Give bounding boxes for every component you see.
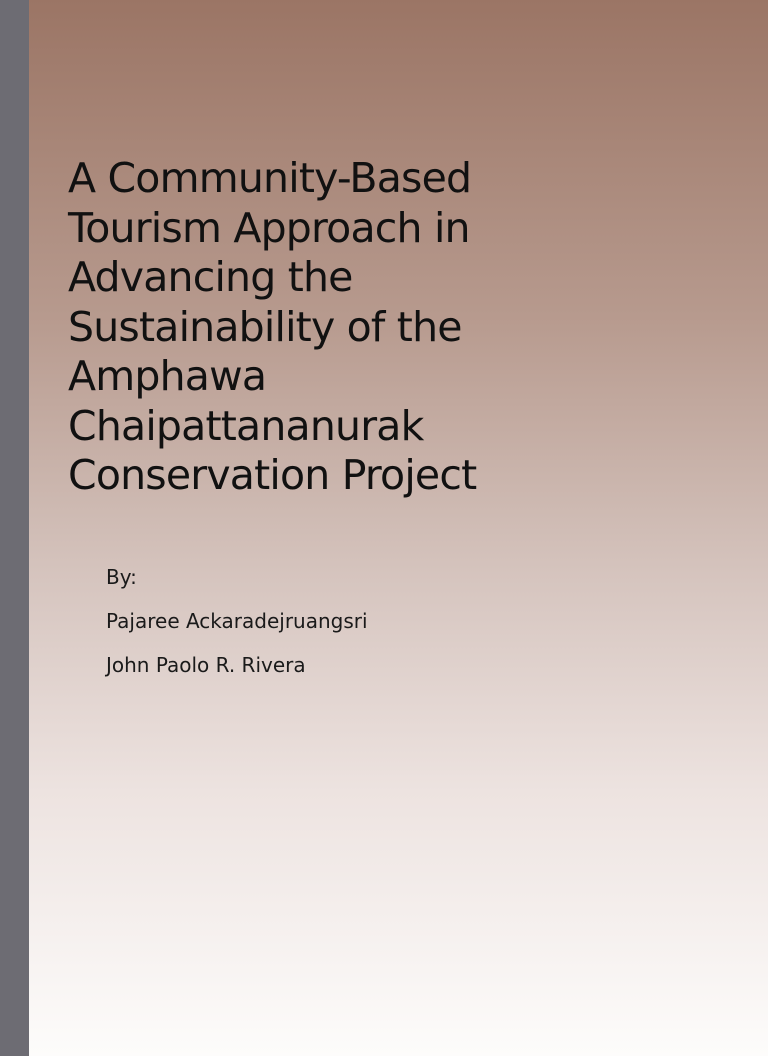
book-title xyxy=(68,154,748,501)
title-line: Conservation Project xyxy=(68,451,477,499)
title-line: Advancing the xyxy=(68,253,353,301)
by-label: By: xyxy=(106,565,137,589)
title-line: Amphawa xyxy=(68,352,267,400)
title-line: Sustainability of the xyxy=(68,302,462,351)
title-line: A Community-Based xyxy=(68,154,472,202)
title-line: Chaipattananurak xyxy=(68,401,424,450)
author-name: John Paolo R. Rivera xyxy=(106,653,306,677)
author-name: Pajaree Ackaradejruangsri xyxy=(106,609,368,633)
cover-spine-bar xyxy=(0,0,29,1056)
author-block xyxy=(106,563,606,695)
title-line: Tourism Approach in xyxy=(68,203,470,252)
